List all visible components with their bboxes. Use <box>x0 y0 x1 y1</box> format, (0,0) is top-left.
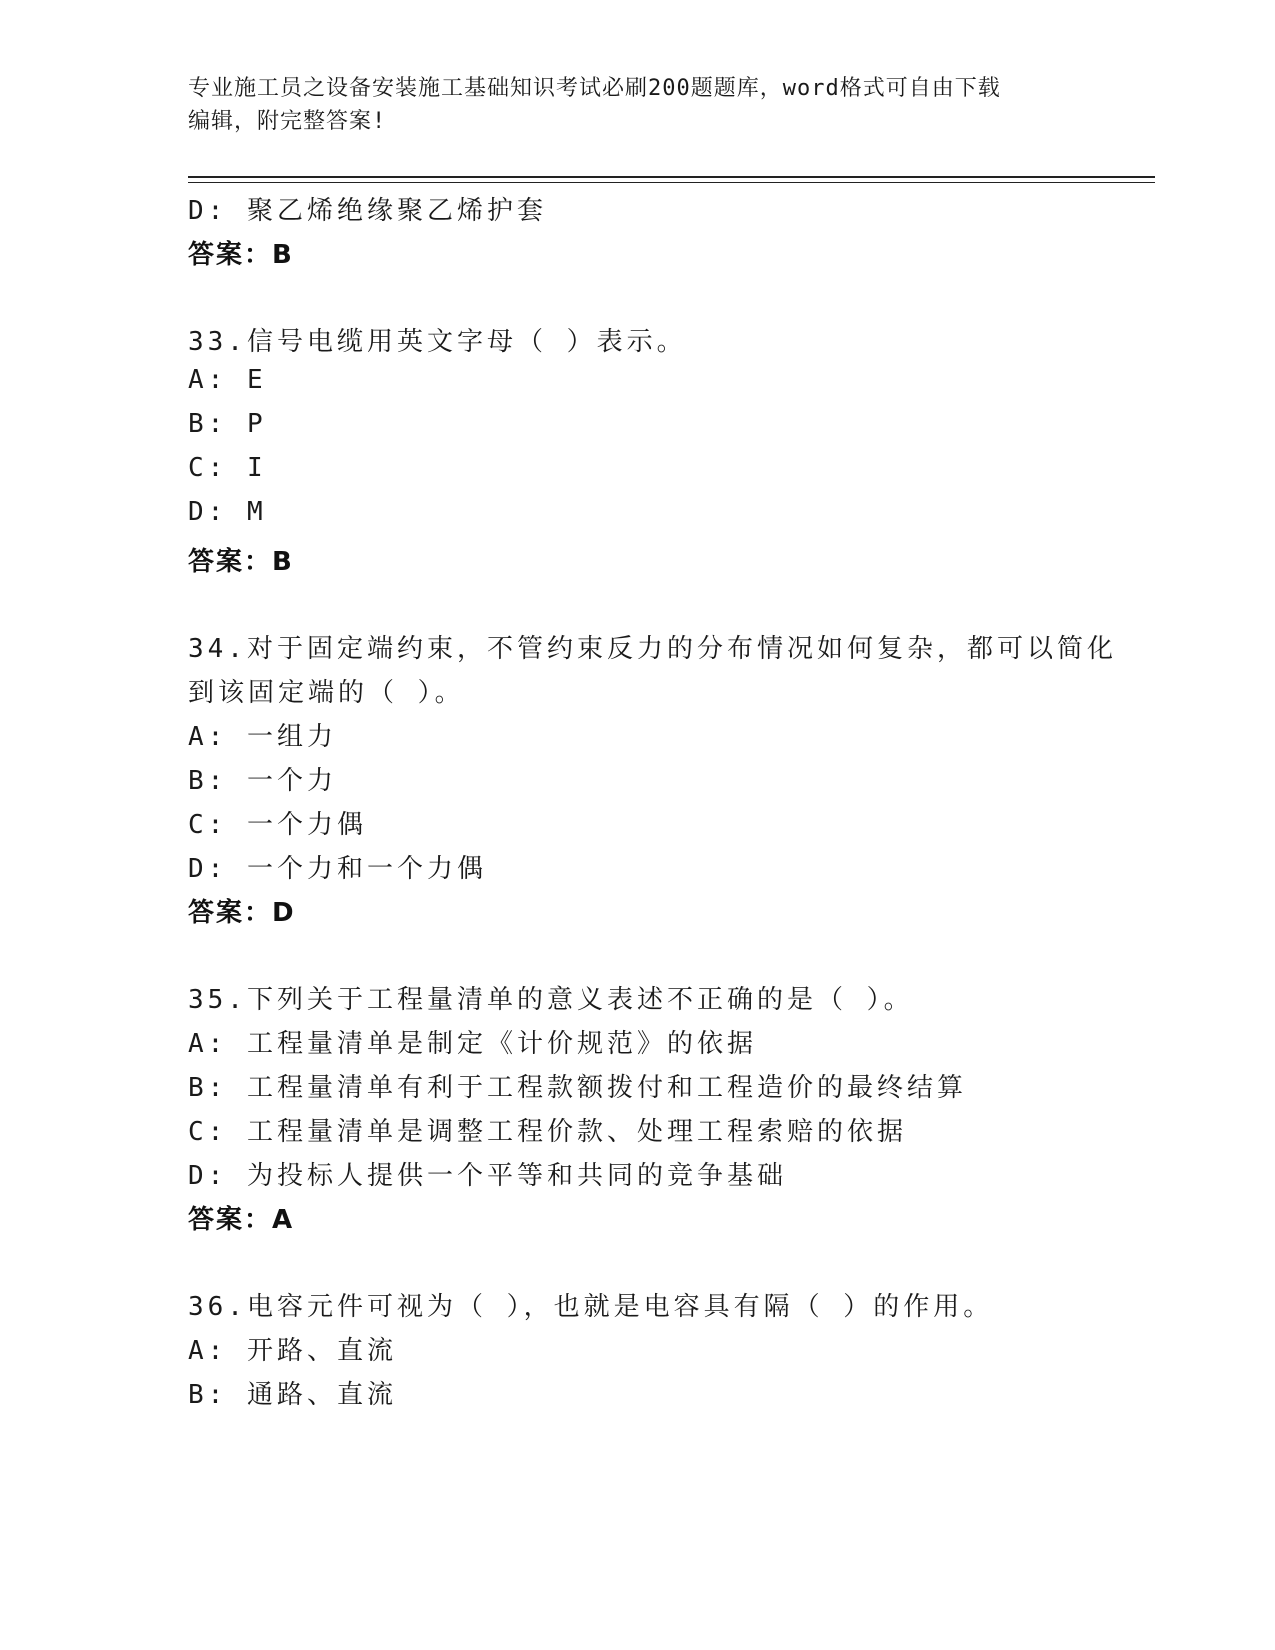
q35-option-c: C: 工程量清单是调整工程价款、处理工程索赔的依据 <box>188 1117 907 1147</box>
q34-option-b: B: 一个力 <box>188 766 337 796</box>
header-line-2: 编辑，附完整答案! <box>188 109 387 134</box>
q36-question: 36.电容元件可视为（ ），也就是电容具有隔（ ）的作用。 <box>188 1292 994 1322</box>
q34-option-d: D: 一个力和一个力偶 <box>188 854 487 884</box>
q32-answer: 答案：B <box>188 240 294 270</box>
q34-answer: 答案：D <box>188 898 296 928</box>
header-line-1: 专业施工员之设备安装施工基础知识考试必刷200题题库，word格式可自由下载 <box>188 76 1001 101</box>
q33-option-a: A: E <box>188 365 267 395</box>
q33-answer: 答案：B <box>188 547 294 577</box>
q34-question-line-2: 到该固定端的（ ）。 <box>188 678 465 708</box>
header-rule-thick <box>188 176 1155 178</box>
q33-question: 33.信号电缆用英文字母（ ）表示。 <box>188 327 687 357</box>
q35-option-b: B: 工程量清单有利于工程款额拨付和工程造价的最终结算 <box>188 1073 967 1103</box>
q35-option-a: A: 工程量清单是制定《计价规范》的依据 <box>188 1029 757 1059</box>
q34-question-line-1: 34.对于固定端约束，不管约束反力的分布情况如何复杂，都可以简化 <box>188 634 1117 664</box>
q33-option-c: C: I <box>188 453 267 483</box>
header-rule-thin <box>188 182 1155 183</box>
q36-option-b: B: 通路、直流 <box>188 1380 397 1410</box>
q35-answer: 答案：A <box>188 1205 295 1235</box>
document-header <box>188 72 1088 138</box>
q36-option-a: A: 开路、直流 <box>188 1336 397 1366</box>
q34-option-a: A: 一组力 <box>188 722 337 752</box>
q33-option-d: D: M <box>188 497 267 527</box>
q32-option-d: D: 聚乙烯绝缘聚乙烯护套 <box>188 196 547 226</box>
q33-option-b: B: P <box>188 409 267 439</box>
q35-question: 35.下列关于工程量清单的意义表述不正确的是（ ）。 <box>188 985 914 1015</box>
q35-option-d: D: 为投标人提供一个平等和共同的竞争基础 <box>188 1161 787 1191</box>
q34-option-c: C: 一个力偶 <box>188 810 367 840</box>
